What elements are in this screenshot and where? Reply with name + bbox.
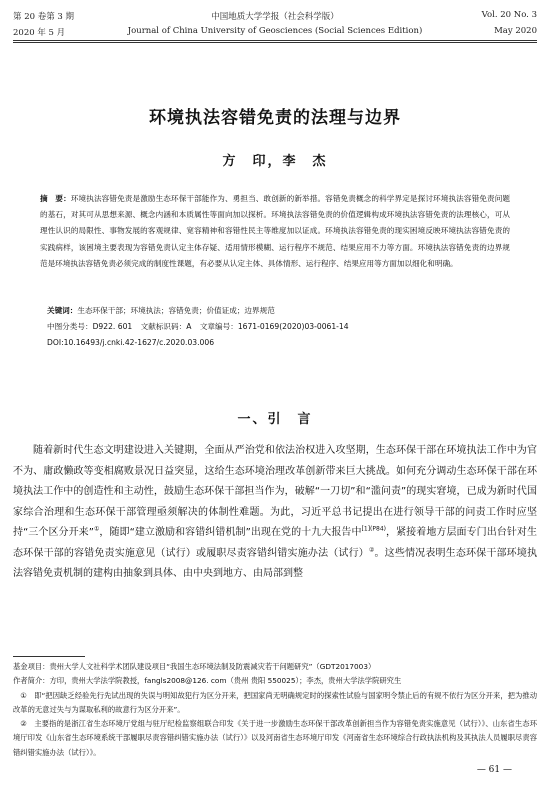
body-text-3: ，紧接着地方层面专门出台针对生态环保干部的容错免责实施意见（试行）或履职尽责容错纠错实施办法（试行）	[13, 527, 537, 559]
citation-ref-1: [1](P84)	[361, 525, 386, 533]
journal-name-cn: 中国地质大学学报（社会科学版）	[211, 12, 339, 22]
article-title: 环境执法容错免责的法理与边界	[149, 108, 401, 128]
abstract	[40, 191, 510, 272]
footnote-ref-2: ②	[368, 546, 375, 554]
clc-label: 中图分类号：	[47, 322, 93, 331]
footnote-ref-1: ①	[93, 525, 100, 533]
doc-code-label: 文献标识码：	[140, 322, 187, 331]
abstract-label: 摘 要：	[40, 194, 71, 203]
header-rule-thin	[13, 42, 537, 43]
article-authors: 方 印，李 杰	[222, 154, 328, 169]
fund-note: 基金项目：贵州大学人文社科学术团队建设项目“我国生态环境法制及防震减灾若干问题研究”（GDT2017003）	[13, 662, 376, 671]
abstract-text: 环境执法容错免责是激励生态环保干部能作为、勇担当、敢创新的新举措。容错免责概念的科学界定是探讨环境执法容错免责问题的基石，对其可从思想来源、概念内涵和本质属性等面向加以探析。环境执法容错免责的价值逻辑构成环境执法容错免责的法理核心，可从理性认识的局限性、事物发展的客观规律、宽容精神和容错性民主等维度加以证成。环境执法容错免责的现实困境反映环境执法容错免责的实践病样，该困境主要表现为容错免责认定主体存疑、适用情形模糊、运行程序不规范、结果应用不力等方面。环境执法容错免责的边界规范是环境执法容错免责必须完成的制度性课题，有必要从认定主体、具体情形、运行程序、结果应用等方面加以细化和明确。	[40, 194, 510, 268]
author-note: 作者简介：方印，贵州大学法学院教授，fangls2008@126. com（贵州 贵阳 550025）；李杰，贵州大学法学院研究生	[13, 676, 402, 686]
keywords-text: 生态环保干部；环境执法；容错免责；价值证成；边界规范	[77, 306, 275, 315]
date-en: May 2020	[494, 26, 537, 36]
page-number: — 61 —	[476, 765, 512, 775]
keywords	[47, 305, 510, 316]
clc-number: D922. 601	[92, 322, 133, 331]
classification-line	[47, 321, 510, 332]
date-cn: 2020 年 5 月	[13, 28, 66, 38]
section-heading: 一、引 言	[237, 412, 313, 427]
body-text-1: 随着新时代生态文明建设进入关键期，全面从严治党和依法治权进入攻坚期，生态环保干部在环境执法工作中为官不为、庸政懒政等变相腐败景况日益突显，这给生态环境治理改革创新带来巨大挑战。如何充分调动生态环保干部在环境执法工作中的创造性和主动性，鼓励生态环保干部担当作为，破解“一刀切”和“滥问责”的现实窘境，已成为新时代国家综合治理和生态环保干部管理亟须解决的体制性难题。为此，习近平总书记提出在进行领导干部的问责工作时应坚持“三个区分开来”	[13, 445, 537, 538]
footnotes	[13, 660, 537, 760]
footnote-2: ② 主要指的是浙江省生态环境厅党组与驻厅纪检监察组联合印发《关于进一步激励生态环保干部改革创新担当作为容错免责实施意见（试行）》、山东省生态环境厅印发《山东省生态环境系统干部履职尽责容错纠错实施办法（试行）》以及河南省生态环境厅印发《河南省生态环境综合行政执法机构及其执法人员履职尽责容错纠错实施办法（试行）》。	[13, 719, 537, 757]
volume-en: Vol. 20 No. 3	[481, 10, 537, 20]
footnote-1: ① 即“把因缺乏经验先行先试出现的失误与明知故犯行为区分开来，把国家尚无明确规定时的探索性试验与国家明令禁止后的有规不依行为区分开来，把为推动改革的无意过失与为谋取私利的故意行为区分开来”。	[13, 690, 537, 714]
body-paragraph	[13, 441, 537, 585]
footnote-rule	[13, 656, 85, 657]
keywords-label: 关键词：	[47, 306, 78, 315]
article-number: 1671-0169(2020)03-0061-14	[237, 322, 349, 331]
article-number-label: 文章编号：	[199, 322, 238, 331]
volume-cn: 第 20 卷第 3 期	[13, 12, 75, 22]
body-text-2: ，随即“建立激励和容错纠错机制”出现在党的十九大报告中	[99, 527, 362, 538]
doi: DOI:10.16493/j.cnki.42-1627/c.2020.03.006	[47, 338, 215, 347]
journal-name-en: Journal of China University of Geosciences (Social Sciences Edition)	[127, 26, 423, 36]
doc-code: A	[186, 322, 192, 331]
header-rule	[13, 40, 537, 41]
body-text-4: 。这些情况表明生态环保干部环境执法容错免责机制的建构由抽象到具体、由中央到地方、由局部到整	[13, 547, 538, 579]
